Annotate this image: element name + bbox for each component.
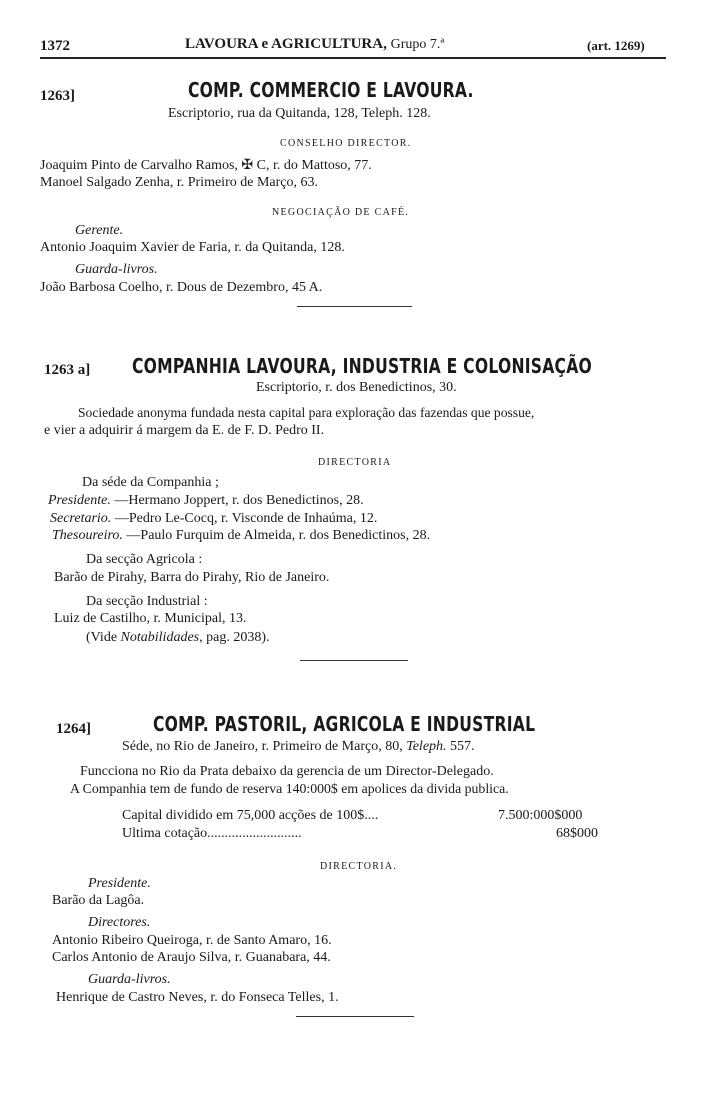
running-header-group: Grupo 7.ª bbox=[390, 37, 445, 52]
person-line: Antonio Joaquim Xavier de Faria, r. da Quitanda, 128. bbox=[40, 240, 345, 255]
officer-line bbox=[48, 493, 364, 509]
entry-title: COMPANHIA LAVOURA, INDUSTRIA E COLONISAÇÃO bbox=[132, 354, 593, 378]
vide-suffix: pag. 2038). bbox=[206, 630, 270, 645]
officer-text: —Pedro Le-Cocq, r. Visconde de Inhaúma, 12. bbox=[114, 511, 378, 526]
entry-number: 1263] bbox=[40, 88, 75, 104]
section-heading: CONSELHO DIRECTOR. bbox=[280, 138, 412, 149]
address-teleph: Teleph. bbox=[406, 739, 447, 754]
person-line: Barão de Pirahy, Barra do Pirahy, Rio de Janeiro. bbox=[54, 570, 330, 585]
person-line: Manoel Salgado Zenha, r. Primeiro de Março, 63. bbox=[40, 175, 318, 190]
section-separator bbox=[297, 306, 412, 307]
running-header bbox=[185, 36, 444, 53]
officer-text: —Paulo Furquim de Almeida, r. dos Benedictinos, 28. bbox=[126, 528, 431, 543]
subsection-label: Da secção Agricola : bbox=[86, 552, 203, 567]
role-label: Guarda-livros. bbox=[75, 262, 158, 277]
header-rule bbox=[40, 57, 666, 59]
capital-value: 7.500:000$000 bbox=[498, 808, 583, 823]
section-separator bbox=[296, 1016, 414, 1017]
description-line: Sociedade anonyma fundada nesta capital para exploração das fazendas que possue, bbox=[78, 405, 535, 420]
person-line: Luiz de Castilho, r. Municipal, 13. bbox=[54, 611, 247, 626]
address-text: Séde, no Rio de Janeiro, r. Primeiro de Março, 80, bbox=[122, 739, 403, 754]
article-reference: (art. 1269) bbox=[587, 38, 645, 53]
address-teleph-number: 557. bbox=[450, 739, 475, 754]
vide-prefix: (Vide bbox=[86, 630, 118, 645]
person-line: João Barbosa Coelho, r. Dous de Dezembro, 45 A. bbox=[40, 280, 323, 295]
role-label: Presidente. bbox=[88, 876, 151, 891]
officer-role: Thesoureiro. bbox=[52, 528, 123, 543]
person-line: Barão da Lagôa. bbox=[52, 893, 145, 908]
officer-text: —Hermano Joppert, r. dos Benedictinos, 28. bbox=[114, 493, 364, 508]
officer-line bbox=[52, 528, 430, 544]
section-separator bbox=[300, 660, 408, 661]
entry-address bbox=[122, 739, 475, 755]
person-line: Antonio Ribeiro Queiroga, r. de Santo Amaro, 16. bbox=[52, 933, 332, 948]
role-label: Guarda-livros. bbox=[88, 972, 171, 987]
role-label: Gerente. bbox=[75, 223, 124, 238]
entry-number: 1263 a] bbox=[44, 362, 91, 378]
capital-label: Capital dividido em 75,000 acções de 100$.... bbox=[122, 808, 379, 823]
cotacao-label: Ultima cotação........................... bbox=[122, 826, 302, 841]
person-line: Joaquim Pinto de Carvalho Ramos, ✠ C, r. do Mattoso, 77. bbox=[40, 158, 372, 173]
section-heading: NEGOCIAÇÃO DE CAFÉ. bbox=[272, 207, 410, 218]
section-heading: DIRECTORIA bbox=[318, 457, 392, 468]
cross-reference bbox=[86, 630, 270, 646]
entry-title: COMP. COMMERCIO E LAVOURA. bbox=[188, 78, 474, 102]
subsection-label: Da séde da Companhia ; bbox=[82, 475, 219, 490]
entry-address: Escriptorio, rua da Quitanda, 128, Teleph. 128. bbox=[168, 106, 431, 121]
officer-role: Secretario. bbox=[50, 511, 112, 526]
section-heading: DIRECTORIA. bbox=[320, 861, 398, 872]
subsection-label: Da secção Industrial : bbox=[86, 594, 208, 609]
description-line: Funcciona no Rio da Prata debaixo da gerencia de um Director-Delegado. bbox=[80, 764, 494, 779]
entry-title: COMP. PASTORIL, AGRICOLA E INDUSTRIAL bbox=[153, 712, 536, 736]
officer-line bbox=[50, 511, 377, 527]
person-line: Carlos Antonio de Araujo Silva, r. Guanabara, 44. bbox=[52, 950, 331, 965]
running-header-title: LAVOURA e AGRICULTURA, bbox=[185, 36, 387, 52]
officer-role: Presidente. bbox=[48, 493, 111, 508]
role-label: Directores. bbox=[88, 915, 151, 930]
description-line: A Companhia tem de fundo de reserva 140:000$ em apolices da divida publica. bbox=[70, 781, 509, 796]
person-line: Henrique de Castro Neves, r. do Fonseca Telles, 1. bbox=[56, 990, 339, 1005]
entry-number: 1264] bbox=[56, 721, 91, 737]
page-number: 1372 bbox=[40, 38, 70, 54]
entry-address: Escriptorio, r. dos Benedictinos, 30. bbox=[256, 380, 457, 395]
vide-title: Notabilidades, bbox=[120, 630, 203, 645]
description-line: e vier a adquirir á margem da E. de F. D. Pedro II. bbox=[44, 423, 325, 438]
cotacao-value: 68$000 bbox=[556, 826, 598, 841]
